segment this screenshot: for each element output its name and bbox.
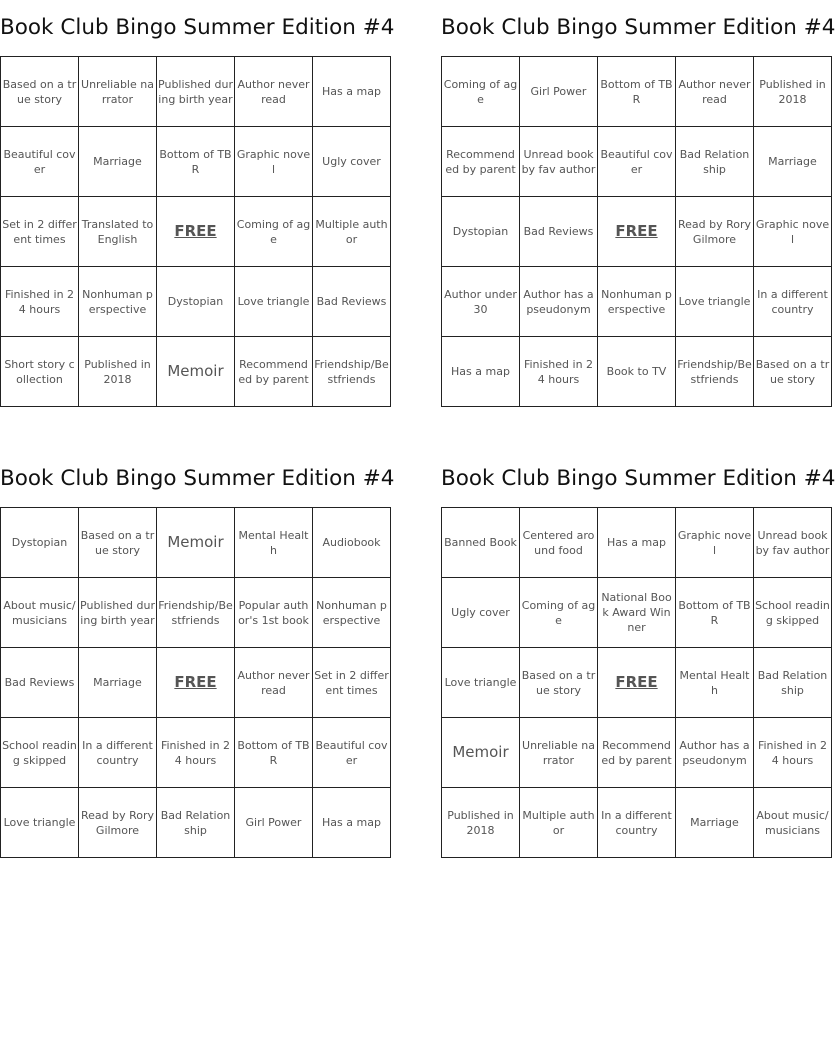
bingo-row: [1, 648, 391, 718]
bingo-cell: Ugly cover: [442, 578, 520, 648]
bingo-cell: Set in 2 different times: [313, 648, 391, 718]
bingo-cell: Nonhuman perspective: [313, 578, 391, 648]
bingo-cell: Bad Relationship: [754, 648, 832, 718]
bingo-cell: Based on a true story: [754, 337, 832, 407]
bingo-cell: Memoir: [442, 718, 520, 788]
bingo-grid: [441, 56, 832, 407]
bingo-row: [442, 648, 832, 718]
bingo-row: [442, 337, 832, 407]
bingo-cell: Translated to English: [79, 197, 157, 267]
bingo-cell: Love triangle: [676, 267, 754, 337]
bingo-cell: Recommended by parent: [235, 337, 313, 407]
bingo-cell: Author never read: [235, 57, 313, 127]
bingo-cell: Read by Rory Gilmore: [79, 788, 157, 858]
bingo-cell: Bad Reviews: [520, 197, 598, 267]
bingo-row: [1, 718, 391, 788]
bingo-cell: About music/musicians: [1, 578, 79, 648]
free-space-cell: FREE: [157, 197, 235, 267]
bingo-cell: Author never read: [676, 57, 754, 127]
bingo-cell: Graphic novel: [754, 197, 832, 267]
bingo-cell: Girl Power: [520, 57, 598, 127]
bingo-cell: Graphic novel: [676, 508, 754, 578]
bingo-cell: Graphic novel: [235, 127, 313, 197]
card-title: Book Club Bingo Summer Edition #4: [0, 15, 395, 40]
bingo-cell: Bad Reviews: [1, 648, 79, 718]
bingo-cell: Bad Relationship: [676, 127, 754, 197]
bingo-cell: Book to TV: [598, 337, 676, 407]
bingo-cell: Author never read: [235, 648, 313, 718]
bingo-cell: Nonhuman perspective: [598, 267, 676, 337]
bingo-row: [1, 267, 391, 337]
bingo-cell: Recommended by parent: [442, 127, 520, 197]
bingo-cell: Published in 2018: [754, 57, 832, 127]
bingo-card-4: [441, 451, 835, 858]
bingo-row: [1, 508, 391, 578]
bingo-cell: Finished in 24 hours: [157, 718, 235, 788]
bingo-cell: In a different country: [754, 267, 832, 337]
card-title: Book Club Bingo Summer Edition #4: [441, 466, 835, 491]
bingo-cell: Published during birth year: [157, 57, 235, 127]
bingo-cell: Beautiful cover: [598, 127, 676, 197]
bingo-cell: Love triangle: [1, 788, 79, 858]
bingo-cell: Finished in 24 hours: [1, 267, 79, 337]
bingo-cell: Coming of age: [520, 578, 598, 648]
bingo-cell: Dystopian: [157, 267, 235, 337]
bingo-cell: Read by Rory Gilmore: [676, 197, 754, 267]
bingo-row: [1, 127, 391, 197]
bingo-row: [1, 197, 391, 267]
bingo-row: [442, 57, 832, 127]
bingo-cell: Love triangle: [442, 648, 520, 718]
bingo-row: [1, 578, 391, 648]
bingo-row: [442, 197, 832, 267]
bingo-cell: Published during birth year: [79, 578, 157, 648]
bingo-cell: Unread book by fav author: [754, 508, 832, 578]
bingo-cell: Author has a pseudonym: [520, 267, 598, 337]
bingo-cell: Author under 30: [442, 267, 520, 337]
bingo-cell: Memoir: [157, 337, 235, 407]
bingo-cell: Dystopian: [442, 197, 520, 267]
bingo-cell: Based on a true story: [1, 57, 79, 127]
bingo-cell: Bottom of TBR: [157, 127, 235, 197]
bingo-cell: Marriage: [754, 127, 832, 197]
bingo-cell: Has a map: [313, 788, 391, 858]
bingo-cell: Short story collection: [1, 337, 79, 407]
bingo-cell: Recommended by parent: [598, 718, 676, 788]
bingo-card-2: [441, 0, 835, 407]
bingo-cell: Marriage: [79, 127, 157, 197]
bingo-cell: In a different country: [79, 718, 157, 788]
card-title: Book Club Bingo Summer Edition #4: [0, 466, 395, 491]
bingo-row: [442, 788, 832, 858]
bingo-cell: Ugly cover: [313, 127, 391, 197]
bingo-cell: Marriage: [79, 648, 157, 718]
bingo-cell: Has a map: [598, 508, 676, 578]
bingo-cell: School reading skipped: [1, 718, 79, 788]
bingo-cell: Beautiful cover: [313, 718, 391, 788]
bingo-cell: Bad Reviews: [313, 267, 391, 337]
free-space-cell: FREE: [598, 648, 676, 718]
bingo-cell: Unreliable narrator: [79, 57, 157, 127]
bingo-cell: Bad Relationship: [157, 788, 235, 858]
bingo-row: [442, 718, 832, 788]
bingo-cell: Published in 2018: [79, 337, 157, 407]
bingo-cell: Author has a pseudonym: [676, 718, 754, 788]
bingo-cell: Has a map: [313, 57, 391, 127]
bingo-cell: Multiple author: [520, 788, 598, 858]
free-space-cell: FREE: [157, 648, 235, 718]
card-title: Book Club Bingo Summer Edition #4: [441, 15, 835, 40]
bingo-cell: Coming of age: [442, 57, 520, 127]
bingo-cell: Beautiful cover: [1, 127, 79, 197]
bingo-row: [1, 57, 391, 127]
free-space-cell: FREE: [598, 197, 676, 267]
bingo-cell: Friendship/Bestfriends: [313, 337, 391, 407]
bingo-cell: Has a map: [442, 337, 520, 407]
bingo-cell: Finished in 24 hours: [754, 718, 832, 788]
bingo-cell: School reading skipped: [754, 578, 832, 648]
bingo-cell: Nonhuman perspective: [79, 267, 157, 337]
bingo-cell: Based on a true story: [520, 648, 598, 718]
bingo-cell: Unreliable narrator: [520, 718, 598, 788]
bingo-row: [442, 267, 832, 337]
bingo-cell: Coming of age: [235, 197, 313, 267]
bingo-cell: Popular author's 1st book: [235, 578, 313, 648]
bingo-row: [442, 508, 832, 578]
bingo-cell: Girl Power: [235, 788, 313, 858]
bingo-cell: Published in 2018: [442, 788, 520, 858]
bingo-cell: Multiple author: [313, 197, 391, 267]
bingo-cell: Banned Book: [442, 508, 520, 578]
bingo-grid: [0, 507, 391, 858]
bingo-cell: Mental Health: [235, 508, 313, 578]
bingo-cell: In a different country: [598, 788, 676, 858]
bingo-cell: Unread book by fav author: [520, 127, 598, 197]
bingo-row: [1, 788, 391, 858]
bingo-cell: Bottom of TBR: [676, 578, 754, 648]
bingo-cell: Love triangle: [235, 267, 313, 337]
bingo-grid: [441, 507, 832, 858]
bingo-cell: Based on a true story: [79, 508, 157, 578]
bingo-cell: Mental Health: [676, 648, 754, 718]
bingo-grid: [0, 56, 391, 407]
bingo-cell: Bottom of TBR: [598, 57, 676, 127]
bingo-cell: National Book Award Winner: [598, 578, 676, 648]
bingo-cell: Memoir: [157, 508, 235, 578]
bingo-card-1: [0, 0, 395, 407]
bingo-card-3: [0, 451, 395, 858]
bingo-cell: Dystopian: [1, 508, 79, 578]
bingo-cell: Set in 2 different times: [1, 197, 79, 267]
bingo-cell: Marriage: [676, 788, 754, 858]
bingo-cell: Friendship/Bestfriends: [676, 337, 754, 407]
bingo-cell: Centered around food: [520, 508, 598, 578]
bingo-row: [1, 337, 391, 407]
bingo-cell: About music/musicians: [754, 788, 832, 858]
bingo-cell: Bottom of TBR: [235, 718, 313, 788]
bingo-cell: Audiobook: [313, 508, 391, 578]
bingo-row: [442, 578, 832, 648]
bingo-cell: Finished in 24 hours: [520, 337, 598, 407]
bingo-cell: Friendship/Bestfriends: [157, 578, 235, 648]
bingo-row: [442, 127, 832, 197]
